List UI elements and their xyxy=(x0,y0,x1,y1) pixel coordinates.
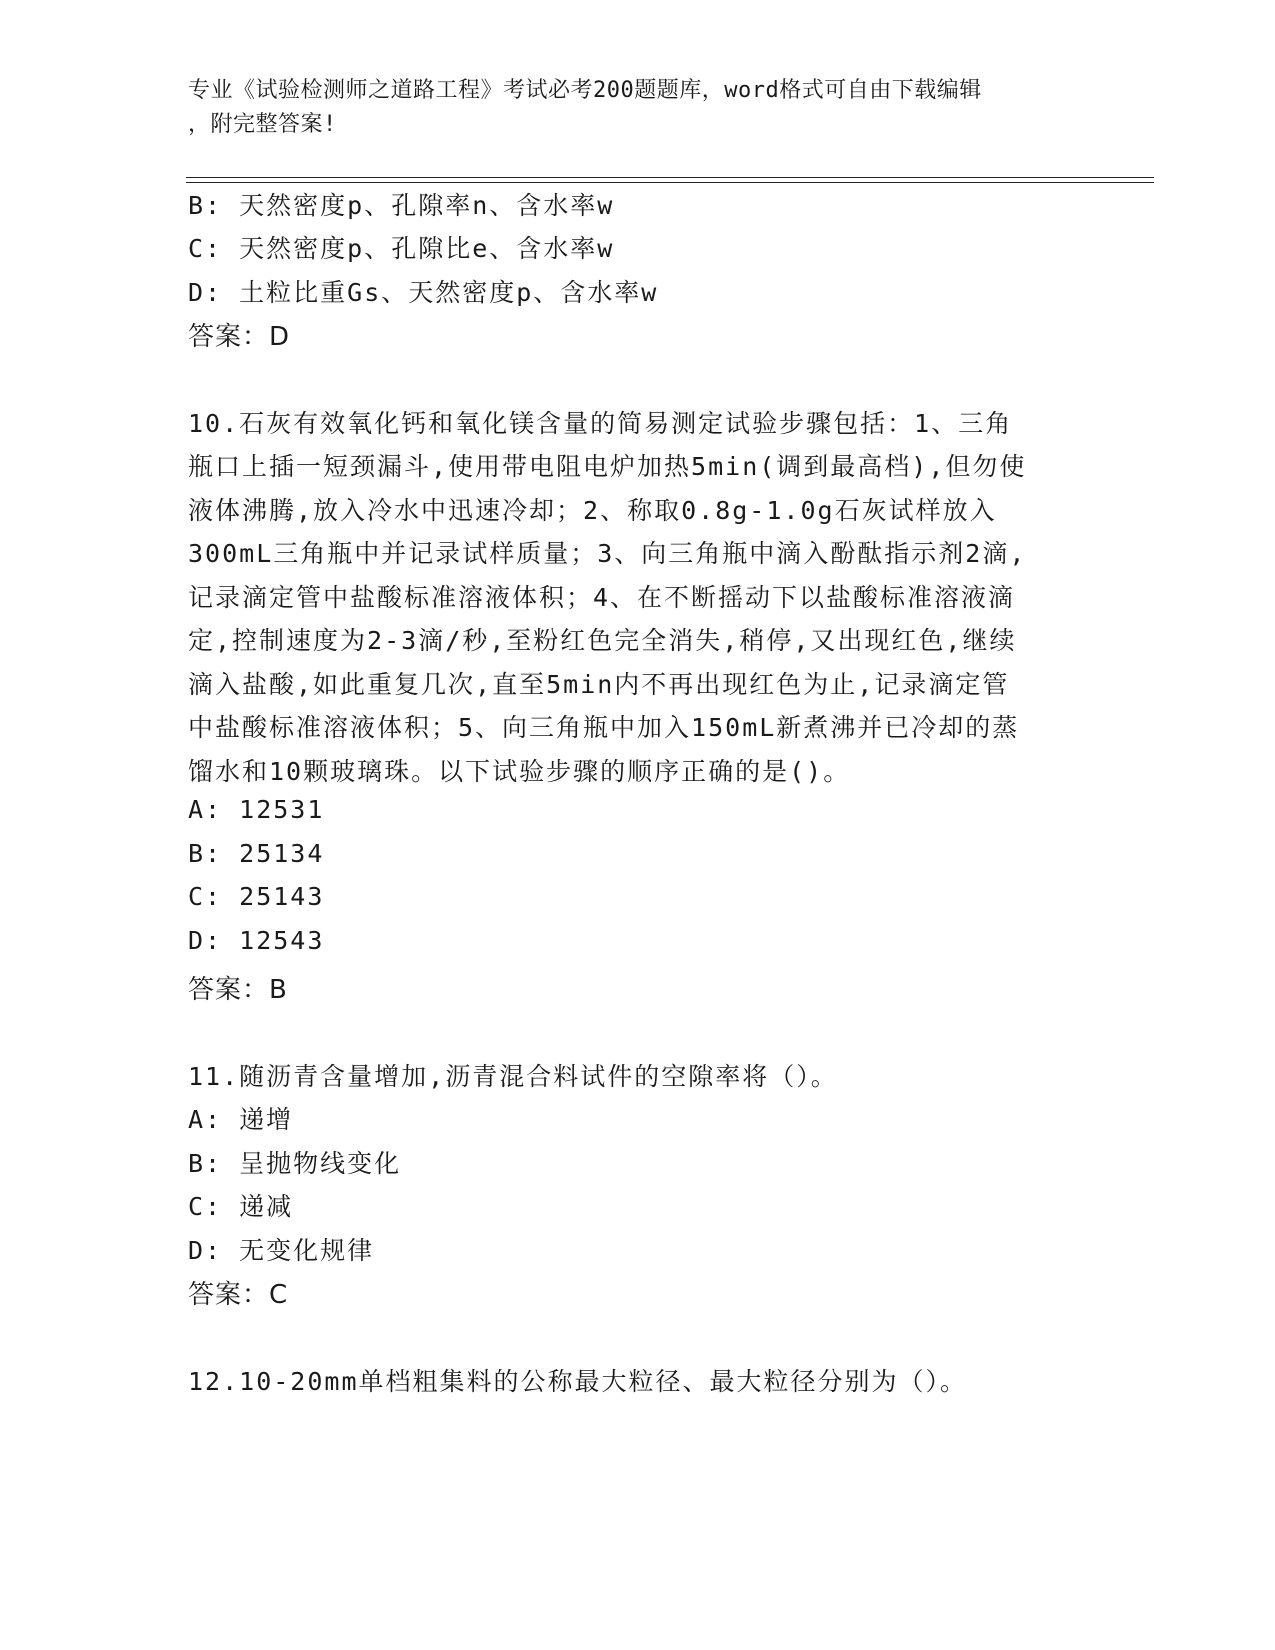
q10-stem-line-4: 300mL三角瓶中并记录试样质量；3、向三角瓶中滴入酚酞指示剂2滴, xyxy=(188,539,1027,568)
header-title-line-1: 专业《试验检测师之道路工程》考试必考200题题库，word格式可自由下载编辑 xyxy=(188,78,982,103)
q11-option-c: C: 递减 xyxy=(188,1192,294,1221)
q9-option-c: C: 天然密度p、孔隙比e、含水率w xyxy=(188,234,615,263)
q11-answer: 答案：C xyxy=(188,1280,289,1310)
q10-stem-line-8: 中盐酸标准溶液体积；5、向三角瓶中加入150mL新煮沸并已冷却的蒸 xyxy=(188,713,1020,742)
q9-option-b: B: 天然密度p、孔隙率n、含水率w xyxy=(188,191,615,220)
q12-stem: 12.10-20mm单档粗集料的公称最大粒径、最大粒径分别为（）。 xyxy=(188,1367,968,1396)
q10-option-c: C: 25143 xyxy=(188,882,325,911)
q10-stem-line-6: 定,控制速度为2-3滴/秒,至粉红色完全消失,稍停,又出现红色,继续 xyxy=(188,626,1017,655)
q10-stem-line-1: 10.石灰有效氧化钙和氧化镁含量的简易测定试验步骤包括：1、三角 xyxy=(188,409,1013,438)
q11-option-a: A: 递增 xyxy=(188,1105,294,1134)
q10-stem-line-5: 记录滴定管中盐酸标准溶液体积；4、在不断摇动下以盐酸标准溶液滴 xyxy=(188,583,1016,612)
q11-stem: 11.随沥青含量增加,沥青混合料试件的空隙率将（）。 xyxy=(188,1062,838,1091)
q10-stem-line-2: 瓶口上插一短颈漏斗,使用带电阻电炉加热5min(调到最高档),但勿使 xyxy=(188,452,1027,481)
q9-option-d: D: 土粒比重Gs、天然密度p、含水率w xyxy=(188,278,659,307)
q10-option-a: A: 12531 xyxy=(188,795,325,824)
header-divider-bottom xyxy=(186,182,1154,183)
header-divider-top xyxy=(186,177,1154,178)
q10-stem-line-9: 馏水和10颗玻璃珠。以下试验步骤的顺序正确的是()。 xyxy=(188,757,851,786)
q10-option-b: B: 25134 xyxy=(188,839,325,868)
q11-option-b: B: 呈抛物线变化 xyxy=(188,1149,402,1178)
q10-option-d: D: 12543 xyxy=(188,926,325,955)
q10-stem-line-3: 液体沸腾,放入冷水中迅速冷却；2、称取0.8g-1.0g石灰试样放入 xyxy=(188,496,997,525)
q11-option-d: D: 无变化规律 xyxy=(188,1236,375,1265)
header-title-line-2: ，附完整答案! xyxy=(188,112,337,137)
q9-answer: 答案：D xyxy=(188,322,291,352)
q10-stem-line-7: 滴入盐酸,如此重复几次,直至5min内不再出现红色为止,记录滴定管 xyxy=(188,670,1010,699)
q10-answer: 答案：B xyxy=(188,975,288,1005)
document-header xyxy=(188,74,1068,142)
